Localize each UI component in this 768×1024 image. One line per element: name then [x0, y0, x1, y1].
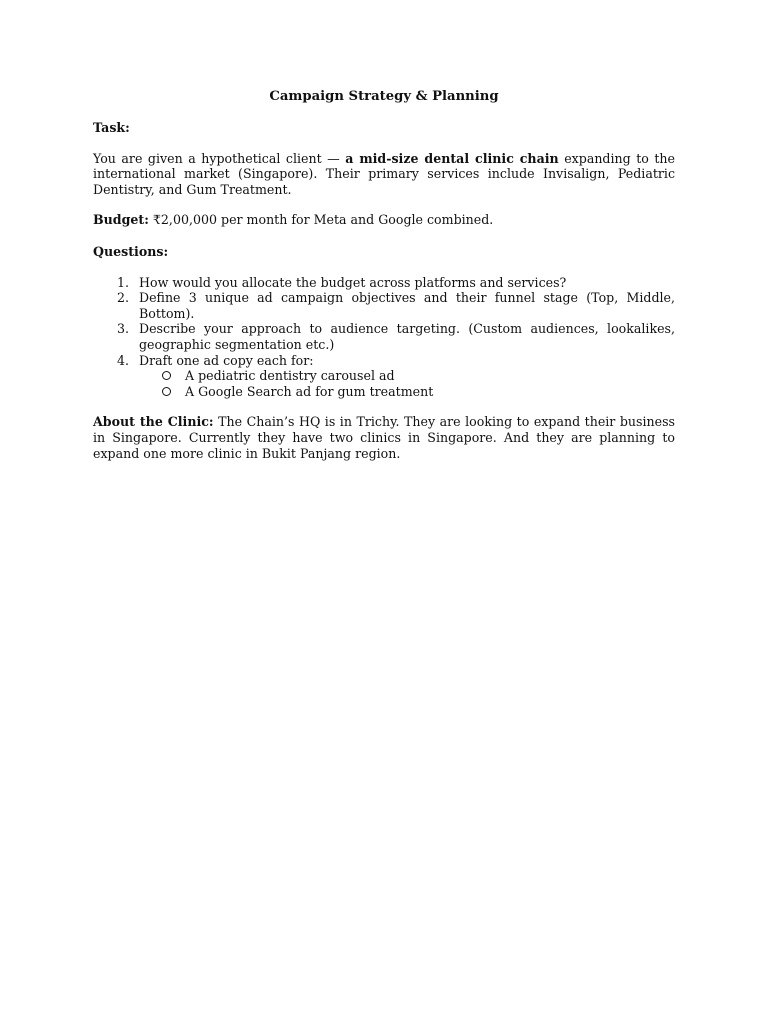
sub-list-item	[139, 368, 675, 384]
task-text-rest: expanding to the international market (Singapore). Their primary services include Invisalign, Pediatric Dentistry, and Gum Treatment.	[93, 150, 675, 197]
list-item	[93, 321, 675, 352]
questions-heading: Questions:	[93, 243, 169, 259]
sub-list-item	[139, 384, 675, 400]
budget-value: ₹2,00,000 per month for Meta and Google combined.	[148, 212, 494, 228]
hollow-circle-bullet-icon	[162, 371, 171, 380]
sub-item-text: A pediatric dentistry carousel ad	[185, 368, 395, 384]
list-item	[93, 275, 675, 291]
list-number: 4.	[117, 352, 130, 368]
question-text: Define 3 unique ad campaign objectives and their funnel stage (Top, Middle, Bottom).	[139, 290, 675, 321]
budget-line	[93, 212, 675, 228]
about-text: The Chain’s HQ is in Trichy. They are looking to expand their business in Singapore. Currently they have two clinics in Singapore. And they are planning to expand one more clinic in Bukit Panjang region.	[93, 414, 675, 461]
task-text-intro: You are given a hypothetical client —	[93, 150, 346, 166]
list-item	[93, 290, 675, 321]
task-heading: Task:	[93, 120, 130, 135]
sub-list	[139, 368, 675, 399]
list-number: 1.	[117, 274, 130, 290]
hollow-circle-bullet-icon	[162, 387, 171, 396]
task-description	[93, 151, 675, 198]
questions-list	[93, 275, 675, 400]
about-clinic-paragraph	[93, 414, 675, 461]
question-text: Draft one ad copy each for:	[139, 352, 314, 368]
sub-item-text: A Google Search ad for gum treatment	[185, 383, 434, 399]
list-number: 3.	[117, 321, 130, 337]
question-text: How would you allocate the budget across platforms and services?	[139, 274, 567, 290]
about-label: About the Clinic:	[93, 414, 214, 430]
task-text-emphasis: a mid-size dental clinic chain	[345, 150, 559, 166]
question-text: Describe your approach to audience targeting. (Custom audiences, lookalikes, geographic segmentation etc.)	[139, 321, 675, 352]
list-item	[93, 353, 675, 400]
page-title: Campaign Strategy & Planning	[269, 89, 499, 104]
list-number: 2.	[117, 290, 130, 306]
document-page	[93, 86, 675, 461]
budget-label: Budget:	[93, 212, 149, 228]
